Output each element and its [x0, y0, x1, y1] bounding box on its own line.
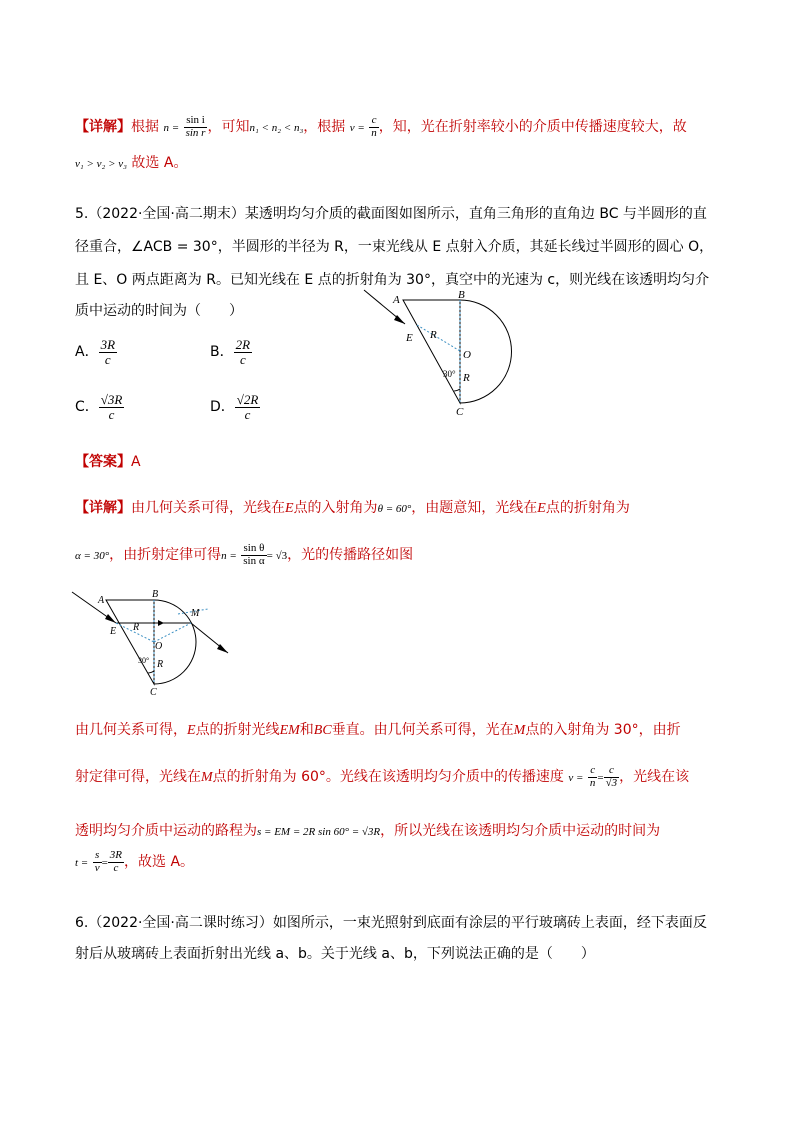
q5-detail-line6: t = $\frac{s}{v}$ = $\frac{3R}{c}$ ，故选 A。: [75, 849, 195, 874]
fig1-label-r2: R: [463, 372, 470, 384]
q5-line2: 径重合，∠ACB = 30°，半圆形的半径为 R，一束光线从 E 点射入介质，其延长线过半圆形的圆心 O，: [75, 239, 714, 255]
option-a[interactable]: A． $\frac{3R}{c}$: [75, 337, 116, 367]
fig2-label-angle: 30°: [138, 656, 150, 665]
fig2-label-a: A: [98, 595, 105, 606]
q5-detail-line4: 射定律可得，光线在M点的折射角为 60°。光线在该透明均匀介质中的传播速度 v = $\frac{c}{n}$ = $\frac{c}{√3}$ ，光线在该: [75, 764, 690, 789]
formula-n: $\frac{\text{sin i}}{\text{sin r}}$: [185, 114, 206, 139]
q5-line1: 5.（2022·全国·高二期末）某透明均匀介质的截面图如图所示，直角三角形的直角边 BC 与半圆形的直: [75, 206, 707, 222]
q6-line1: 6.（2022·全国·高二课时练习）如图所示，一束光照射到底面有涂层的平行玻璃砖上表面，经下表面反: [75, 915, 707, 931]
fig1-label-b: B: [458, 289, 465, 301]
fig2-label-c: C: [150, 687, 157, 698]
fig2-label-r1: R: [133, 622, 140, 633]
fig2-label-o: O: [155, 641, 163, 652]
formula-v: $\frac{c}{n}$: [371, 114, 377, 139]
fig2-label-m: M: [191, 608, 200, 619]
fig1-label-r1: R: [430, 329, 437, 341]
answer-line: 【答案】A: [75, 454, 141, 470]
option-c[interactable]: C． $\frac{√3R}{c}$: [75, 392, 123, 422]
fig1-label-angle: 30°: [443, 369, 456, 379]
figure-detail: [70, 583, 240, 698]
option-d[interactable]: D． $\frac{√2R}{c}$: [210, 392, 259, 422]
fig1-label-a: A: [393, 294, 400, 306]
fig1-label-c: C: [456, 406, 464, 418]
q5-detail-line3: 由几何关系可得，E点的折射光线EM和BC垂直。由几何关系可得，光在M点的入射角为 30°，由折: [75, 722, 681, 738]
q4-detail-line1: 【详解】根据 n = $\frac{\text{sin i}}{\text{sin r}}$ ，可知n₁ < n₂ < n₃，根据 v = $\frac{c}{n}$ ，知，光在折射率较小的介质中传播速度较大，故: [75, 114, 687, 139]
q6-line2: 射后从玻璃砖上表面折射出光线 a、b。关于光线 a、b，下列说法正确的是（ ）: [75, 946, 595, 962]
fig2-label-r2: R: [157, 659, 164, 670]
fig2-label-e: E: [110, 626, 117, 637]
fig1-label-e: E: [406, 332, 413, 344]
q5-detail-line5: 透明均匀介质中运动的路程为s = EM = 2R sin 60° = √3R，所以光线在该透明均匀介质中运动的时间为: [75, 823, 661, 839]
q4-detail-line2: v₁ > v₂ > v₃ 故选 A。: [75, 155, 188, 171]
figure-q5: [360, 288, 520, 418]
fig2-label-b: B: [152, 589, 159, 600]
detail-tag: 【详解】: [75, 119, 131, 136]
fig1-label-o: O: [463, 349, 471, 361]
q5-detail-line2: α = 30°，由折射定律可得n = $\frac{\text{sin θ}}{\text{sin α}}$ = √3，光的传播路径如图: [75, 542, 414, 567]
formula-n-detail: $\frac{\text{sin θ}}{\text{sin α}}$: [243, 542, 265, 567]
q5-line4: 质中运动的时间为（ ）: [75, 303, 243, 319]
q5-detail-line1: 【详解】由几何关系可得，光线在E点的入射角为θ = 60°，由题意知，光线在E点的折射角为: [75, 500, 630, 516]
q5-line3: 且 E、O 两点距离为 R。已知光线在 E 点的折射角为 30°，真空中的光速为 c，则光线在该透明均匀介: [75, 272, 710, 288]
option-b[interactable]: B． $\frac{2R}{c}$: [210, 337, 251, 367]
